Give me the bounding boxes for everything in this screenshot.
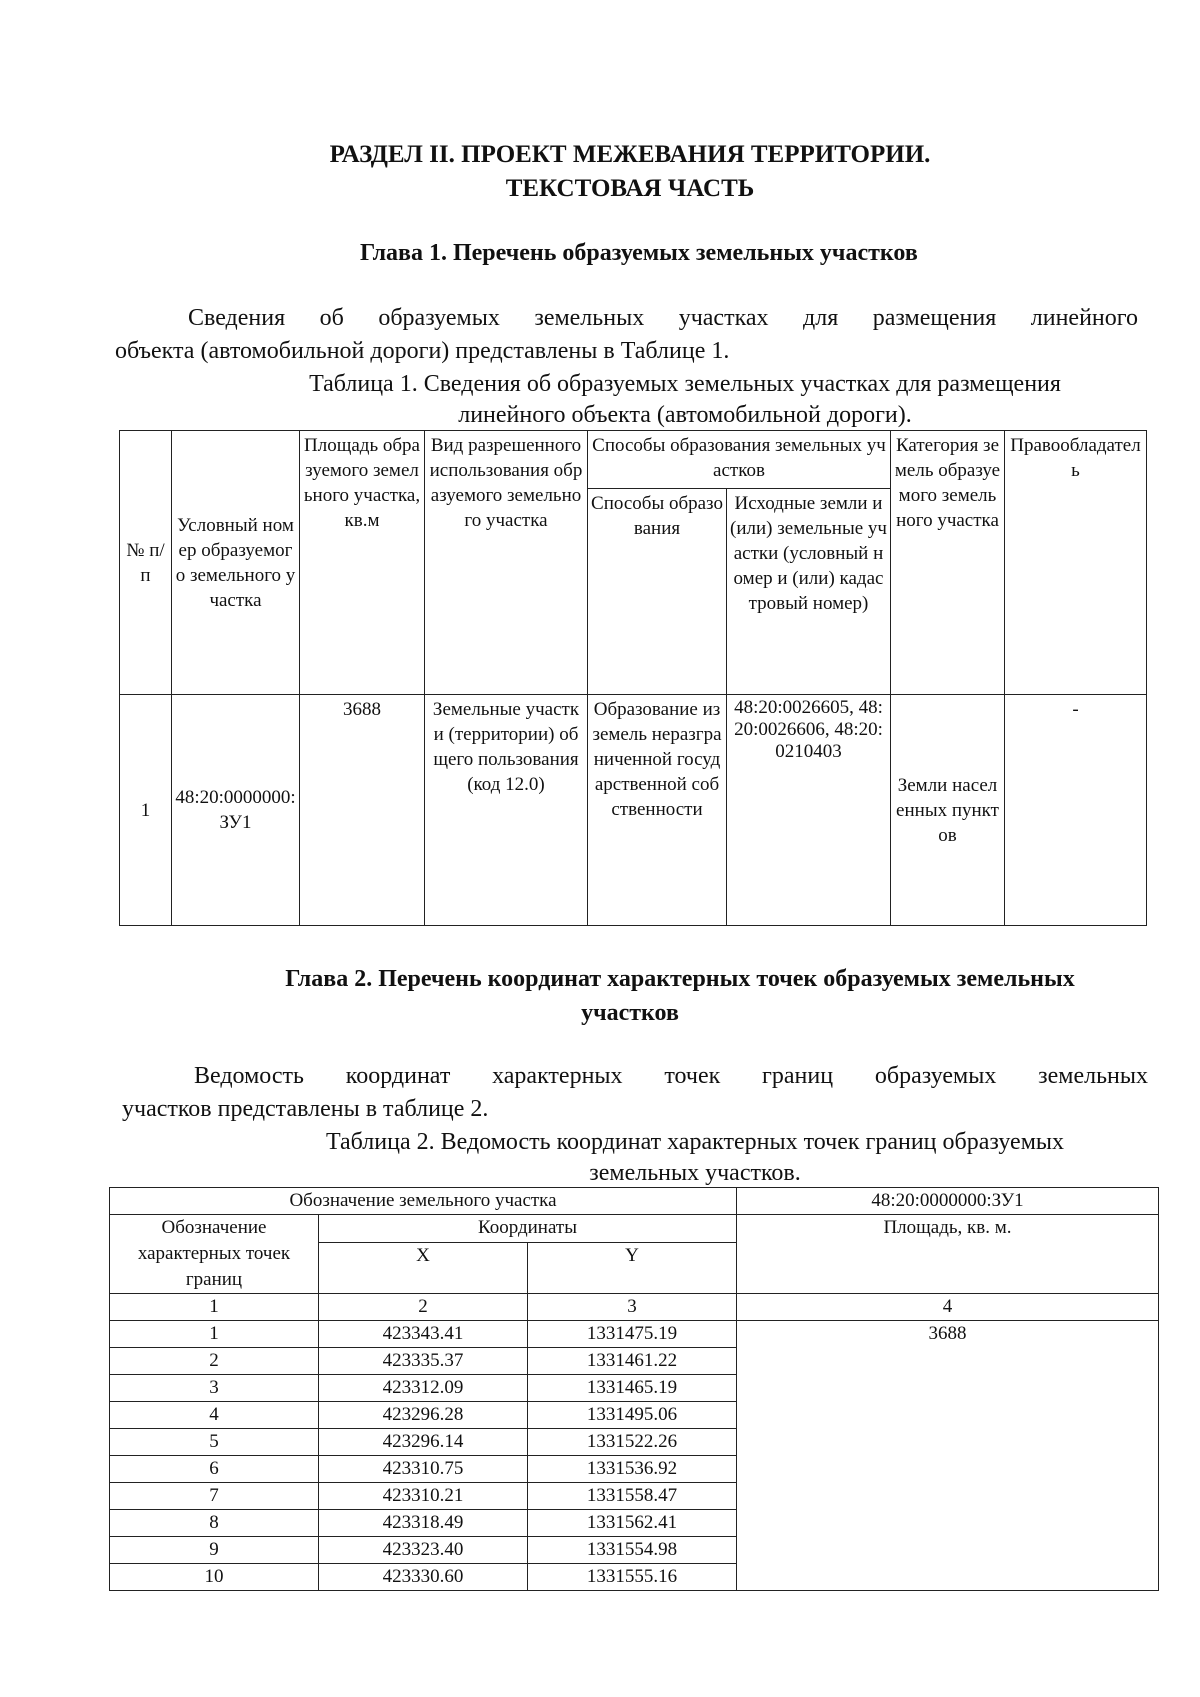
t2-col-number: 1 <box>110 1294 319 1321</box>
t1-header-usage: Вид разрешенного использования образуемого земельного участка <box>425 431 588 695</box>
section-title-line1: РАЗДЕЛ II. ПРОЕКТ МЕЖЕВАНИЯ ТЕРРИТОРИИ. <box>329 141 931 168</box>
t2-cell-x: 423330.60 <box>319 1564 528 1591</box>
table2-caption-line2: земельных участков. <box>589 1160 801 1186</box>
chapter2-paragraph-line2: участков представлены в таблице 2. <box>122 1096 489 1122</box>
t2-cell-pt: 6 <box>110 1456 319 1483</box>
t1-row <box>120 695 1147 926</box>
t2-cell-x: 423323.40 <box>319 1537 528 1564</box>
t1-header-method: Способы образования <box>588 489 727 695</box>
t2-cell-y: 1331465.19 <box>528 1375 737 1402</box>
t2-cell-pt: 5 <box>110 1429 319 1456</box>
t1-row-usage: Земельные участки (территории) общего пользования (код 12.0) <box>425 695 588 926</box>
t2-area-value: 3688 <box>737 1321 1159 1591</box>
t2-cell-pt: 3 <box>110 1375 319 1402</box>
t1-row-source: 48:20:0026605, 48:20:0026606, 48:20:0210403 <box>727 695 891 926</box>
t1-header-cond-number: Условный номер образуемого земельного участка <box>172 431 300 695</box>
t2-col-number: 4 <box>737 1294 1159 1321</box>
t1-header-area: Площадь образуемого земельного участка, кв.м <box>300 431 425 695</box>
t2-cell-x: 423296.28 <box>319 1402 528 1429</box>
t1-header-num: № п/п <box>120 431 172 695</box>
t2-cell-pt: 9 <box>110 1537 319 1564</box>
t2-cell-y: 1331475.19 <box>528 1321 737 1348</box>
t2-cell-pt: 2 <box>110 1348 319 1375</box>
t1-header-holder: Правообладатель <box>1005 431 1147 695</box>
t2-cell-pt: 4 <box>110 1402 319 1429</box>
t2-designation-value: 48:20:0000000:ЗУ1 <box>737 1188 1159 1215</box>
chapter1-title: Глава 1. Перечень образуемых земельных участков <box>360 240 918 266</box>
t1-row-num: 1 <box>120 695 172 926</box>
section-title-line2: ТЕКСТОВАЯ ЧАСТЬ <box>505 175 755 202</box>
t2-col-number: 2 <box>319 1294 528 1321</box>
t2-cell-y: 1331495.06 <box>528 1402 737 1429</box>
t2-x-label: X <box>319 1242 528 1293</box>
t2-cell-x: 423318.49 <box>319 1510 528 1537</box>
t2-y-label: Y <box>528 1242 737 1293</box>
t2-cell-x: 423335.37 <box>319 1348 528 1375</box>
t1-row-cond-number: 48:20:0000000:ЗУ1 <box>172 695 300 926</box>
t2-cell-x: 423296.14 <box>319 1429 528 1456</box>
t2-col-number: 3 <box>528 1294 737 1321</box>
table2-caption-line1: Таблица 2. Ведомость координат характерных точек границ образуемых <box>325 1129 1065 1155</box>
t2-cell-y: 1331558.47 <box>528 1483 737 1510</box>
t2-designation-label: Обозначение земельного участка <box>110 1188 737 1215</box>
t1-header-source: Исходные земли и (или) земельные участки (условный номер и (или) кадастровый номер) <box>727 489 891 695</box>
t2-cell-y: 1331461.22 <box>528 1348 737 1375</box>
table1 <box>119 430 1147 926</box>
t1-row-category: Земли населенных пунктов <box>891 695 1005 926</box>
t2-col-numbers <box>110 1294 1159 1321</box>
t2-cell-x: 423310.21 <box>319 1483 528 1510</box>
t2-points-label: Обозначение характерных точек границ <box>110 1215 319 1294</box>
chapter2-title-line1: Глава 2. Перечень координат характерных точек образуемых земельных <box>285 966 1075 992</box>
table2 <box>109 1187 1159 1591</box>
t2-cell-x: 423312.09 <box>319 1375 528 1402</box>
chapter1-paragraph-line2: объекта (автомобильной дороги) представлены в Таблице 1. <box>115 338 730 364</box>
t2-coords-label: Координаты <box>319 1215 737 1243</box>
t2-cell-y: 1331522.26 <box>528 1429 737 1456</box>
t2-cell-y: 1331536.92 <box>528 1456 737 1483</box>
t1-header-category: Категория земель образуемого земельного участка <box>891 431 1005 695</box>
chapter1-paragraph-line1: Сведения об образуемых земельных участках для размещения линейного <box>188 305 1138 331</box>
t1-row-area: 3688 <box>300 695 425 926</box>
t2-cell-y: 1331562.41 <box>528 1510 737 1537</box>
t2-cell-y: 1331555.16 <box>528 1564 737 1591</box>
chapter2-title-line2: участков <box>581 1000 679 1026</box>
chapter2-paragraph-line1: Ведомость координат характерных точек границ образуемых земельных <box>194 1063 1148 1089</box>
t2-cell-y: 1331554.98 <box>528 1537 737 1564</box>
table-row <box>110 1321 1159 1348</box>
t2-cell-x: 423343.41 <box>319 1321 528 1348</box>
t1-row-method: Образование из земель неразграниченной государственной собственности <box>588 695 727 926</box>
t2-cell-pt: 1 <box>110 1321 319 1348</box>
t2-cell-x: 423310.75 <box>319 1456 528 1483</box>
table1-caption-line1: Таблица 1. Сведения об образуемых земельных участках для размещения <box>309 371 1061 397</box>
t1-header-methods-group: Способы образования земельных участков <box>588 431 891 489</box>
t2-cell-pt: 7 <box>110 1483 319 1510</box>
t2-cell-pt: 8 <box>110 1510 319 1537</box>
table1-caption-line2: линейного объекта (автомобильной дороги). <box>458 402 912 428</box>
t2-cell-pt: 10 <box>110 1564 319 1591</box>
t1-row-holder: - <box>1005 695 1147 926</box>
t2-area-label: Площадь, кв. м. <box>737 1215 1159 1294</box>
